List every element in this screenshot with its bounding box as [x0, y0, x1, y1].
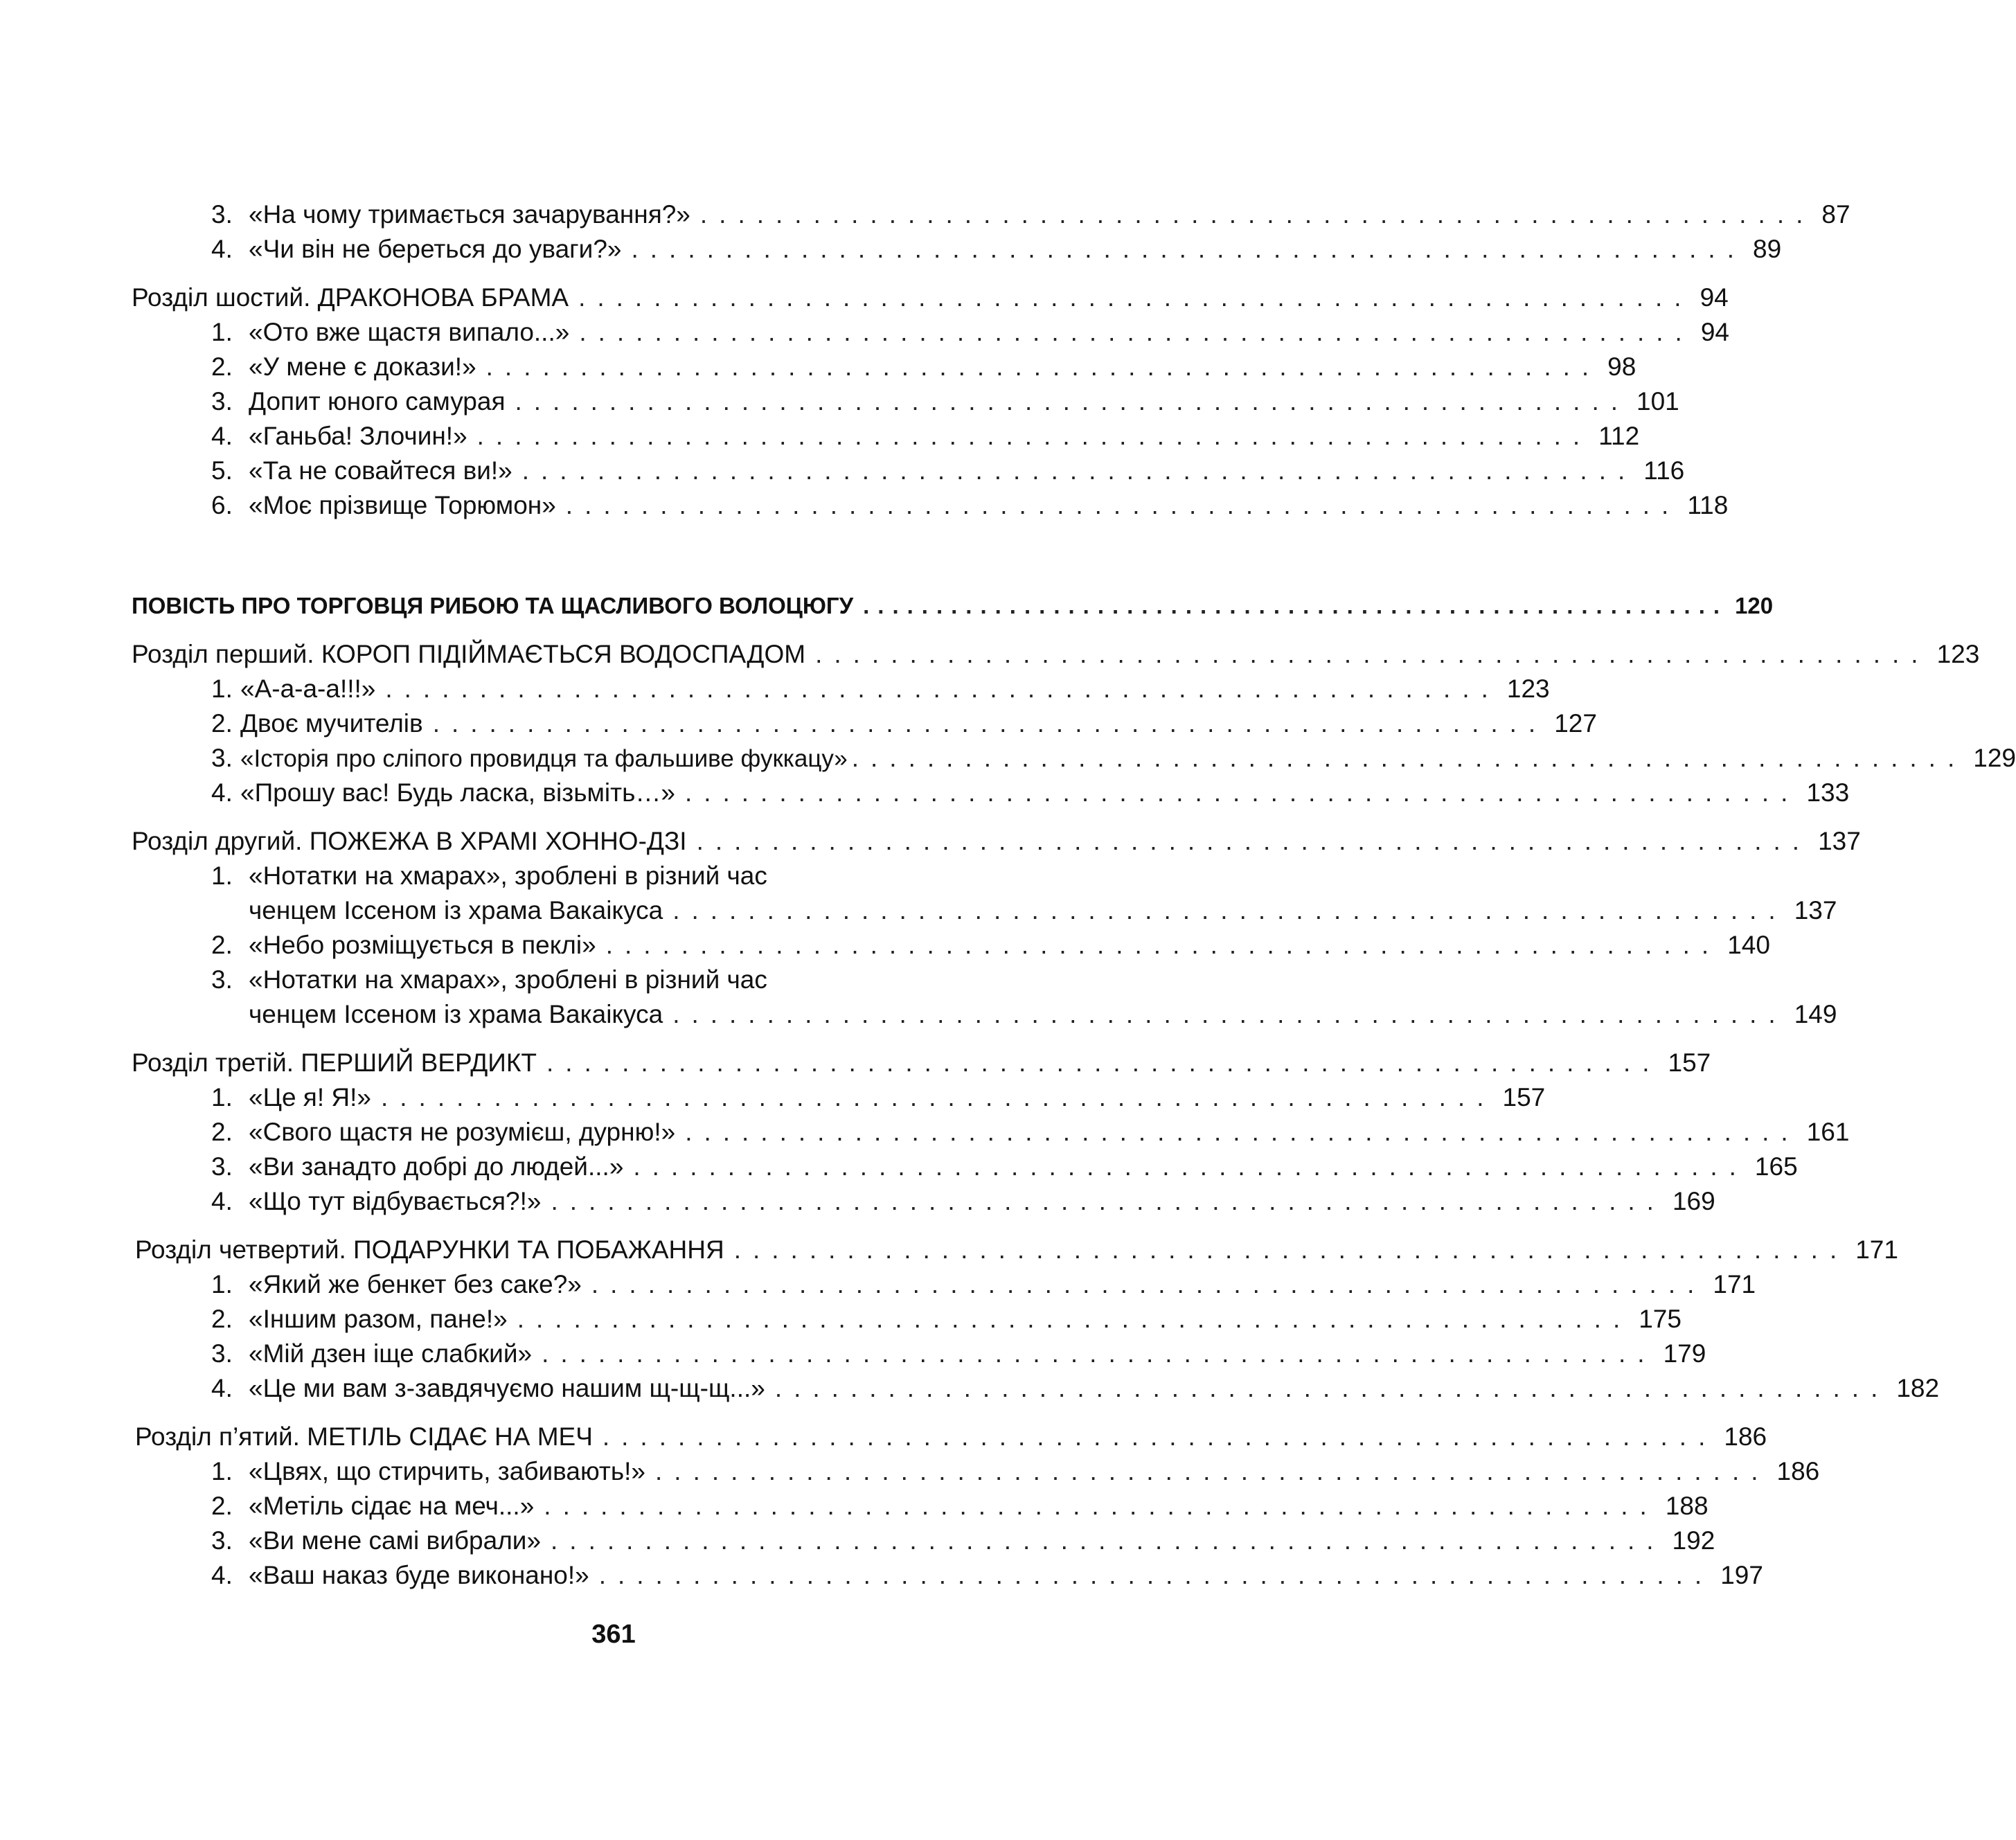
- entry-page: 140: [1727, 931, 1770, 959]
- entry-number: 5.: [211, 456, 233, 485]
- entry-page: 101: [1636, 387, 1679, 416]
- dot-leader: ...........................................................: [602, 1422, 1718, 1451]
- entry-title: Двоє мучителів: [240, 709, 423, 738]
- toc-entry: [211, 1184, 1715, 1219]
- entry-title: «Свого щастя не розумієш, дурню!»: [249, 1118, 676, 1146]
- dot-leader: ...........................................................: [672, 1000, 1787, 1028]
- entry-page: 123: [1936, 640, 1980, 668]
- toc-entry: [211, 928, 1770, 963]
- entry-number: 4.: [211, 1187, 233, 1215]
- dot-leader: ...........................................................: [631, 235, 1746, 263]
- toc-entry: [211, 488, 1729, 523]
- entry-title: ченцем Іссеном із храма Вакаікуса: [249, 896, 663, 925]
- entry-title: «Ганьба! Злочин!»: [249, 422, 467, 450]
- entry-page: 192: [1672, 1526, 1715, 1555]
- entry-page: 175: [1639, 1305, 1682, 1333]
- toc-chapter: [135, 1233, 1898, 1267]
- dot-leader: ...........................................................: [774, 1374, 1890, 1402]
- entry-number: 3.: [211, 1152, 233, 1181]
- toc-entry: [211, 1080, 1546, 1115]
- part-title: ПОВІСТЬ ПРО ТОРГОВЦЯ РИБОЮ ТА ЩАСЛИВОГО ВОЛОЦЮГУ: [132, 593, 854, 618]
- entry-number: 3.: [211, 1526, 233, 1555]
- dot-leader: ...........................................................: [542, 1339, 1657, 1368]
- entry-page: 127: [1554, 709, 1597, 738]
- entry-page: 165: [1754, 1152, 1798, 1181]
- entry-page: 171: [1713, 1270, 1756, 1298]
- toc-entry: [211, 859, 994, 893]
- entry-title: ченцем Іссеном із храма Вакаікуса: [249, 1000, 663, 1028]
- entry-title: «Нотатки на хмарах», зроблені в різний час: [249, 861, 767, 890]
- entry-number: 2.: [211, 709, 233, 738]
- toc-entry: [211, 197, 1850, 232]
- toc-entry: [211, 741, 2016, 776]
- dot-leader: ...........................................................: [546, 1048, 1661, 1077]
- toc-entry: [211, 384, 1679, 419]
- entry-page: 157: [1502, 1083, 1546, 1111]
- entry-page: 188: [1665, 1492, 1709, 1520]
- entry-title: «Історія про сліпого провидця та фальшиве фуккацу»: [240, 745, 848, 772]
- entry-page: 179: [1663, 1339, 1706, 1368]
- entry-page: 120: [1735, 593, 1774, 618]
- entry-title: «А-а-а-а!!!»: [240, 675, 376, 703]
- entry-number: 2.: [211, 1305, 233, 1333]
- chapter-title: Розділ четвертий. ПОДАРУНКИ ТА ПОБАЖАННЯ: [135, 1235, 724, 1264]
- entry-number: 1.: [211, 1270, 233, 1298]
- toc-entry: [211, 706, 1597, 741]
- entry-number: 3.: [211, 200, 233, 229]
- entry-page: 129: [1973, 744, 2016, 772]
- entry-number: 1.: [211, 318, 233, 346]
- dot-leader: ...........................................................: [851, 744, 1967, 772]
- entry-page: 89: [1753, 235, 1782, 263]
- dot-leader: ...........................................................: [579, 318, 1694, 346]
- dot-leader: ...........................................................: [684, 778, 1800, 807]
- toc-entry: [211, 1115, 1850, 1150]
- toc-entry: [211, 1150, 1798, 1184]
- entry-title: «У мене є докази!»: [249, 352, 476, 381]
- chapter-title: Розділ третій. ПЕРШИЙ ВЕРДИКТ: [132, 1048, 537, 1077]
- entry-page: 116: [1643, 456, 1685, 485]
- entry-number: 1.: [211, 1083, 233, 1111]
- chapter-title: Розділ шостий. ДРАКОНОВА БРАМА: [132, 283, 569, 312]
- entry-title: «Небо розміщується в пеклі»: [249, 931, 596, 959]
- dot-leader: ...........................................................: [633, 1152, 1748, 1181]
- entry-number: 3.: [211, 965, 233, 994]
- entry-number: 2.: [211, 1118, 233, 1146]
- toc-entry: [211, 1337, 1706, 1371]
- entry-number: 4.: [211, 235, 233, 263]
- dot-leader: ...........................................................: [565, 491, 1681, 519]
- entry-title: «Цвях, що стирчить, забивають!»: [249, 1457, 646, 1485]
- entry-page: 133: [1806, 778, 1850, 807]
- entry-number: 4.: [211, 1374, 233, 1402]
- entry-title: «Нотатки на хмарах», зроблені в різний час: [249, 965, 767, 994]
- toc-entry: [211, 232, 1782, 267]
- dot-leader: ...........................................................: [685, 1118, 1800, 1146]
- dot-leader: ...........................................................: [515, 387, 1630, 416]
- entry-title: «Що тут відбувається?!»: [249, 1187, 542, 1215]
- entry-page: 169: [1672, 1187, 1715, 1215]
- entry-page: 87: [1821, 200, 1850, 229]
- dot-leader: ...........................................................: [385, 675, 1500, 703]
- toc-entry: [211, 350, 1636, 384]
- dot-leader: ...........................................................: [551, 1526, 1666, 1555]
- entry-title: «Це ми вам з-завдячуємо нашим щ-щ-щ...»: [249, 1374, 765, 1402]
- toc-entry: [211, 1267, 1756, 1302]
- entry-number: 1.: [211, 1457, 233, 1485]
- dot-leader: ...........................................................: [578, 283, 1693, 312]
- toc-entry: [211, 776, 1850, 810]
- entry-number: 1.: [211, 675, 233, 703]
- toc-entry: [211, 1454, 1820, 1489]
- entry-title: «Моє прізвище Торюмон»: [249, 491, 556, 519]
- entry-page: 98: [1607, 352, 1636, 381]
- chapter-title: Розділ перший. КОРОП ПІДІЙМАЄТЬСЯ ВОДОСПАДОМ: [132, 640, 806, 668]
- entry-page: 94: [1700, 283, 1729, 312]
- toc-entry: [211, 1524, 1715, 1558]
- entry-number: 2.: [211, 352, 233, 381]
- entry-number: 4.: [211, 1561, 233, 1589]
- entry-title: «Це я! Я!»: [249, 1083, 371, 1111]
- entry-title: «Мій дзен іще слабкий»: [249, 1339, 533, 1368]
- entry-title: «Чи він не береться до уваги?»: [249, 235, 622, 263]
- entry-title: «На чому тримається зачарування?»: [249, 200, 690, 229]
- chapter-title: Розділ п’ятий. МЕТІЛЬ СІДАЄ НА МЕЧ: [135, 1422, 593, 1451]
- entry-page: 171: [1855, 1235, 1898, 1264]
- toc-chapter: [132, 824, 1861, 859]
- toc-entry-continuation: [249, 893, 1837, 928]
- entry-number: 4.: [211, 422, 233, 450]
- dot-leader: ...........................................................: [863, 593, 1729, 618]
- entry-number: 3.: [211, 387, 233, 416]
- entry-title: «Та не совайтеся ви!»: [249, 456, 512, 485]
- entry-page: 186: [1724, 1422, 1767, 1451]
- entry-title: «Прошу вас! Будь ласка, візьміть…»: [240, 778, 675, 807]
- entry-title: «Ви мене самі вибрали»: [249, 1526, 542, 1555]
- entry-page: 182: [1896, 1374, 1940, 1402]
- entry-page: 137: [1794, 896, 1837, 925]
- entry-title: «Іншим разом, пане!»: [249, 1305, 508, 1333]
- entry-title: «Ви занадто добрі до людей...»: [249, 1152, 624, 1181]
- entry-page: 161: [1806, 1118, 1850, 1146]
- dot-leader: ...........................................................: [672, 896, 1787, 925]
- entry-page: 186: [1776, 1457, 1820, 1485]
- entry-page: 197: [1720, 1561, 1763, 1589]
- dot-leader: ...........................................................: [544, 1492, 1659, 1520]
- entry-page: 149: [1794, 1000, 1837, 1028]
- dot-leader: ...........................................................: [432, 709, 1548, 738]
- entry-title: Допит юного самурая: [249, 387, 506, 416]
- dot-leader: ...........................................................: [655, 1457, 1770, 1485]
- entry-number: 2.: [211, 1492, 233, 1520]
- entry-page: 112: [1598, 422, 1640, 450]
- entry-title: «Ото вже щастя випало...»: [249, 318, 570, 346]
- entry-number: 2.: [211, 931, 233, 959]
- toc-entry: [211, 419, 1640, 454]
- entry-number: 3.: [211, 1339, 233, 1368]
- entry-page: 118: [1687, 491, 1729, 519]
- toc-entry: [211, 1489, 1709, 1524]
- entry-page: 137: [1818, 827, 1861, 855]
- toc-entry: [211, 1558, 1763, 1593]
- dot-leader: ...........................................................: [517, 1305, 1632, 1333]
- toc-chapter: [132, 637, 1980, 672]
- page-number: 361: [591, 1620, 636, 1649]
- dot-leader: ...........................................................: [696, 827, 1812, 855]
- dot-leader: ...........................................................: [521, 456, 1637, 485]
- toc-entry: [211, 1371, 1940, 1406]
- dot-leader: ...........................................................: [699, 200, 1815, 229]
- entry-number: 1.: [211, 861, 233, 890]
- toc-chapter: [132, 280, 1729, 315]
- entry-title: «Який же бенкет без саке?»: [249, 1270, 582, 1298]
- toc-entry: [211, 963, 994, 997]
- dot-leader: ...........................................................: [733, 1235, 1849, 1264]
- entry-title: «Метіль сідає на меч...»: [249, 1492, 535, 1520]
- toc-part-heading: [132, 589, 1774, 623]
- dot-leader: ...........................................................: [598, 1561, 1714, 1589]
- toc-entry: [211, 454, 1685, 488]
- entry-title: «Ваш наказ буде виконано!»: [249, 1561, 589, 1589]
- toc-entry: [211, 672, 1550, 706]
- chapter-title: Розділ другий. ПОЖЕЖА В ХРАМІ ХОННО-ДЗІ: [132, 827, 687, 855]
- toc-entry: [211, 315, 1729, 350]
- entry-page: 157: [1668, 1048, 1711, 1077]
- toc-chapter: [132, 1046, 1711, 1080]
- entry-number: 3.: [211, 744, 233, 772]
- dot-leader: ...........................................................: [485, 352, 1601, 381]
- toc-entry: [211, 1302, 1682, 1337]
- dot-leader: ...........................................................: [476, 422, 1592, 450]
- dot-leader: ...........................................................: [605, 931, 1721, 959]
- toc-entry-continuation: [249, 997, 1837, 1032]
- dot-leader: ...........................................................: [591, 1270, 1706, 1298]
- entry-number: 4.: [211, 778, 233, 807]
- entry-number: 6.: [211, 491, 233, 519]
- dot-leader: ...........................................................: [551, 1187, 1666, 1215]
- toc-chapter: [135, 1420, 1767, 1454]
- entry-page: 123: [1506, 675, 1550, 703]
- entry-page: 94: [1700, 318, 1729, 346]
- dot-leader: ...........................................................: [815, 640, 1930, 668]
- dot-leader: ...........................................................: [380, 1083, 1496, 1111]
